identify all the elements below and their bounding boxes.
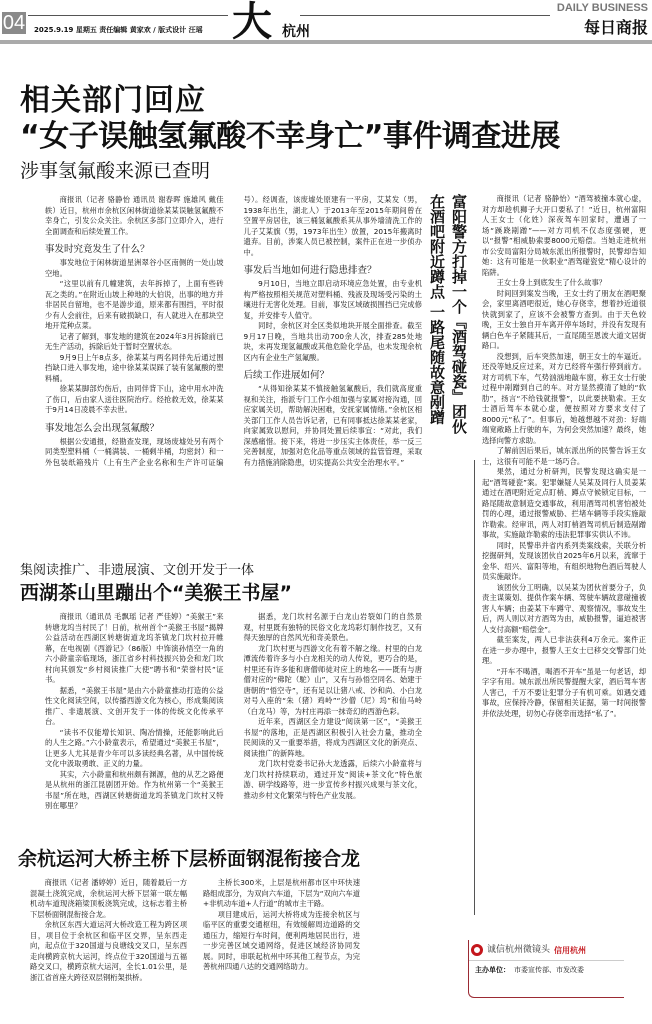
paragraph: 项目建成后，运河大桥将成为连接余杭区与临平区的重要交通枢纽，有效缓解周边道路的交通压力，缩短行车时间，便利两地居民出行，进一步完善区域交通网络，促进区域经济协同发展。同时，串联起杭州中环其他工程节点，为完善杭州四通八达的交通网络助力。 [203,909,360,971]
host-value: 市委宣传部、市发改委 [514,966,584,974]
article4-headline [422,194,470,456]
header-bar [0,40,652,44]
host-label: 主办单位： [475,966,510,974]
paragraph: 同时，余杭区对全区类似地块开展全面排查。截至9月17日晚，当地共出动700余人次，排查285处地块，未再发现氢氟酸或其他危险化学品，也未发现余杭区内有企业生产氢氟酸。 [243,321,422,362]
paragraph: “开车不喝酒，喝酒不开车”虽是一句老话，却字字有用。城东派出所民警提醒大家，酒后驾车害人害己，千万不要让犯罪分子有机可乘。如遇交通事故，应保持冷静，保留相关证据，第一时间报警并依法处理，切勿心存侥幸而选择“私了”。 [482,666,646,718]
ad-logos [469,940,624,961]
article4-subtitle: 在酒吧附近蹲点 一路尾随故意剐蹭 [428,194,446,425]
paragraph: “从得知徐某某不慎接触氢氟酸后，我们就高度重视和关注，指派专门工作小组加强与家属对接沟通，回应家属关切，帮助解决困难，安抚家属情绪。”余杭区相关部门工作人员告诉记者，已有同事抵达徐某某老家，向家属致以慰问，并协同处置后续事宜：“对此，我们深感痛惜。接下来，将进一步压实主体责任，举一反三完善制度，加强对危化品等重点领域的监管管理，采取有力措施消除隐患，切实提高公共安全治理水平。” [243,384,422,467]
headline-subtitle: 涉事氢氟酸来源已查明 [20,160,211,182]
section-logo: 大 [232,0,272,45]
section-heading: 事发地怎么会出现氢氟酸？ [45,422,160,434]
paragraph: “读书不仅能增长知识、陶冶情操，还能影响此后的人生之路。”六小龄童表示，希望通过“美猴王书屋”，让更多人尤其是青少年可以多读经典名著，从中国传统文化中汲取勇敢、正义的力量。 [45,727,224,768]
article3-body [30,878,360,983]
paragraph: 该团伙分工明确，以吴某为团伙首要分子，负责主谋策划、提供作案车辆、驾驶车辆故意碰撞被害人车辆；由姜某下车蹲守、观察情况，事故发生后，两人则以对方酒驾为由，威胁报警，逼迫被害人支付高额“赔偿金”。 [482,582,646,634]
paragraph: 9月10日，当地立即启动环境应急处置，由专业机构严格按照相关规范对塑料桶、残液及现场受污染的土壤进行无害化处理。目前，事发区域破损围挡已完成修复，并安排专人值守。 [243,279,422,320]
header-rule [300,15,550,16]
article1-body [45,195,422,468]
section-heading: 事发时究竟发生了什么？ [45,244,150,255]
paragraph: 根据公安通报，经勘查发现，现场废墟处另有两个同类型塑料桶（一桶满装、一桶剩半桶，均密封）和一外包装纸箱残片（上有生产企业名称和生产许可证编号）。经调查，该废墟处原建有一平房，艾某发（男，1938年出生，湖北人）于2013年至2015年期间曾在空置平房居住，该三桶氢氟酸系其从事外墙清洗工作的儿子艾某旗（男，1973年出生）放置，2015年搬离时遗弃。目前，涉案人员已被控制，案件正在进一步侦办中。 [45,195,422,467]
paragraph: 主桥长300米，上层是杭州都市区中环快速路组成部分，为双向六车道，下层为“双向六车道+非机动车道+人行道”的城市主干路。 [203,878,361,908]
header-rule [28,15,228,16]
article2-kicker: 集阅读推广、非遗展演、文创开发于一体 [20,563,255,578]
article4-title: 富阳警方打掉一个『酒驾碰瓷』团伙 [450,194,468,434]
paragraph: 果然，通过分析研判，民警发现这确实是一起“酒驾碰瓷”案。犯罪嫌疑人吴某及同行人员姜某通过在酒吧附近定点盯梢、蹲点守候锁定目标，一路尾随故意制造交通事故，利用酒驾司机害怕被处罚的心理，通过报警威胁、拦堵车辆等手段实施敲诈勒索。经审讯，两人对盯梢酒驾司机后制造剐蹭事故，实施敲诈勒索的违法犯罪事实供认不讳。 [482,467,646,539]
paragraph: 龙门坎村更与西游文化有着不解之缘。村里的白龙潭流传着许多与小白龙相关的动人传说，更巧合的是，村里还有许多能和唐僧师徒对应上的地名——既有与唐僧对应的“佛陀（駝）山”，又有与孙悟空同名、始建于唐朝的“悟空寺”，还有足以让猪八戒、沙和尚、小白龙对号入座的“朱（猪）鸡岭”“沙僧（尼）坞”和仙马岭（白龙马）等，为村庄再添一抹奇幻的西游色彩。 [243,643,422,716]
paragraph: 商报讯（记者 潘婷婷）近日，随着最后一方混凝土浇筑完成，余杭运河大桥下层第一联左幅机动车道现浇箱梁顶板浇筑完成，这标志着主桥下层桥面钢混衔接合龙。 [30,878,187,919]
section-heading: 事发后当地如何进行隐患排查？ [243,265,377,276]
article2-body [45,612,422,812]
paragraph: 徐某某脚部灼伤后，由同伴背下山，途中用水冲洗了伤口，后由家人送往医院治疗。经抢救无效，徐某某于9月14日凌晨不幸去世。 [45,384,224,414]
paragraph: 商报讯（记者 骆静怡 通讯员 谢春晖 施雄风 戴佳轶）近日，杭州市余杭区闲林街道徐某某误触氢氟酸不幸身亡，引发公众关注。余杭区多部门立即介入，进行全面调查和后续处置工作。 [45,195,224,236]
paragraph: 没想到，后车突然加速，朝王女士的车逼近。还没等她反应过来，对方已经将车强行停到前方。对方司机下车，气势汹汹地敲车窗，称王女士行驶过程中剐蹭到自己的车。对方显然摸清了她的“软肋”，扬言“不给钱就报警”，以此要挟勒索。王女士酒后驾车本就心虚，便按照对方要求支付了8000元“私了”。但事后，她越想越不对劲：好端端宽敞路上行驶的车，为何会突然加速？最终，她选择向警方求助。 [482,351,646,445]
brand-english: DAILY BUSINESS [556,2,648,14]
paragraph: 记者了解到，事发地的建筑在2024年3月拆除前已无生产活动，拆除后处于暂时空置状态。 [45,331,224,351]
paragraph: 近年来，西湖区全力建设“阅读第一区”，“美猴王书屋”的落地，正是西湖区积极引入社会力量，推动全民阅读的又一重要举措，将成为西湖区文化的新亮点、阅读推广的新阵地。 [243,717,422,758]
headline-line1: 相关部门回应 [20,83,206,118]
paragraph: 据悉，“美猴王书屋”是由六小龄童推动打造的公益性文化阅读空间，以传播西游文化为核心，形成集阅读推广、非遗展演、文创开发于一体的传统文化传承平台。 [45,685,224,726]
paragraph: 截至案发，两人已非法获利4万余元。案件正在进一步办理中，报警人王女士已移交交警部门处理。 [482,635,646,665]
article2-title: 西湖茶山里蹦出个“美猴王书屋” [20,582,292,604]
article4-body [482,194,646,719]
paragraph: 时间回到案发当晚，王女士约了朋友在酒吧聚会，家里离酒吧很近，她心存侥幸，想着抄近道很快就到家了，应该不会被警方查到。由于天色较晚，王女士独自开车离开停车场时，并没有发现有辆白色车子紧随其后，一直尾随至恩波大道文居街路口。 [482,288,646,350]
article3-title: 余杭运河大桥主桥下层桥面钢混衔接合龙 [18,848,361,870]
brand-chinese: 每日商报 [583,18,648,37]
paragraph: 其实，六小龄童和杭州颇有渊源，他的从艺之路便是从杭州的浙江昆剧团开始。作为杭州第一个“美猴王书屋”所在地，西湖区转塘街道龙坞茶镇龙门坎村又特别在哪里？ [45,769,224,810]
paragraph: 龙门坎村党委书记孙大龙透露，后续六小龄童将与龙门坎村持续联动，通过开发“阅读+茶文化”特色旅游、研学线路等，进一步宣传乡村振兴成果与茶文化，推动乡村文化繁荣与特色产业发展。 [243,759,422,800]
ad-logo1: 诚信杭州微镜头 [487,944,551,955]
ad-logo2: 信用杭州 [554,945,587,955]
paragraph: 了解前因后果后，城东派出所的民警告诉王女士，这很有可能不是一场巧合。 [482,446,646,466]
paragraph: 王女士身上到底发生了什么故事？ [496,278,607,287]
ad-host [469,961,624,980]
section-heading: 后续工作进展如何？ [243,370,330,381]
circle-logo-icon [471,944,483,956]
paragraph: 9月9日上午8点多，徐某某与两名同伴先后通过围挡缺口进入事发地，途中徐某某误踩了装有氢氟酸的塑料桶。 [45,352,224,383]
column-divider [474,460,475,915]
paragraph: 同时，民警串并省内系列类案线索，关联分析挖掘研判，发现该团伙自2025年6月以来，流窜于金华、绍兴、富阳等地，有组织地物色酒后驾驶人员实施敲诈。 [482,540,646,581]
paragraph: 商报讯（通讯员 毛飘瑶 记者 严佳婷）“美猴王”来转塘龙坞当村民了！日前，杭州首个“美猴王书屋”揭牌公益活动在西湖区转塘街道龙坞茶镇龙门坎村拉开帷幕，在电视剧《西游记》（86版）中饰演孙悟空一角的六小龄童亲临现场，浙江省乡村科技振兴协会和龙门坎村向其颁发“乡村阅读推广大使”聘书和“荣誉村民”证书。 [45,612,224,684]
section-name: 杭州 [282,24,310,40]
paragraph: “这里以前有几幢建筑，去年拆掉了，上面有些砖瓦之类的。”在附近山坡上种地的大伯说，出事的地方并非居民自留地，也不是游步道，原来都有围挡，平时很少有人会前往，后来有破损缺口，有人就进入在那块空地开荒种点菜。 [45,279,224,330]
paragraph: 据悉，龙门坎村名源于白龙山岩裂如门的自然景观，村里既有独特的民俗文化龙坞彩灯制作技艺，又有得天独厚的自然风光和奇美景色。 [243,612,422,642]
credit-hangzhou-ad[interactable] [468,940,624,998]
paragraph: 事发地位于闲林街道星洲翠谷小区南侧的一处山坡空地。 [45,258,224,278]
headline-line2: “女子误触氢氟酸不幸身亡”事件调查进展 [20,119,560,154]
page-number: 04 [2,12,26,34]
paragraph: 余杭区东西大道运河大桥改造工程为跨区项目，项目位于余杭区和临平区交界，呈东西走向，起点位于320国道与良塘线交叉口，呈东西走向横跨京杭大运河，终点位于320国道与五福路交叉口，横跨京杭大运河，全长1.01公里，是浙江省首座大跨径双层钢桁架拱桥。 [30,920,187,982]
paragraph: 商报讯（记者 骆静怡）“酒驾被撞本就心虚，对方却趁机狮子大开口要私了！”近日，杭州富阳人王女士（化姓）深夜驾车回家时，遭遇了一场“蹊跷剐蹭”——对方司机不仅态度强硬，更以“报警”相威胁索要8000元赔偿。当她走进杭州市公安局富阳分局城东派出所报警时，民警却告知她：这有可能是一伙职业“酒驾碰瓷党”精心设计的陷阱。 [482,194,646,277]
dateline: 2025.9.19 星期五 责任编辑 黄家欢 / 版式设计 汪瑶 [34,26,203,34]
